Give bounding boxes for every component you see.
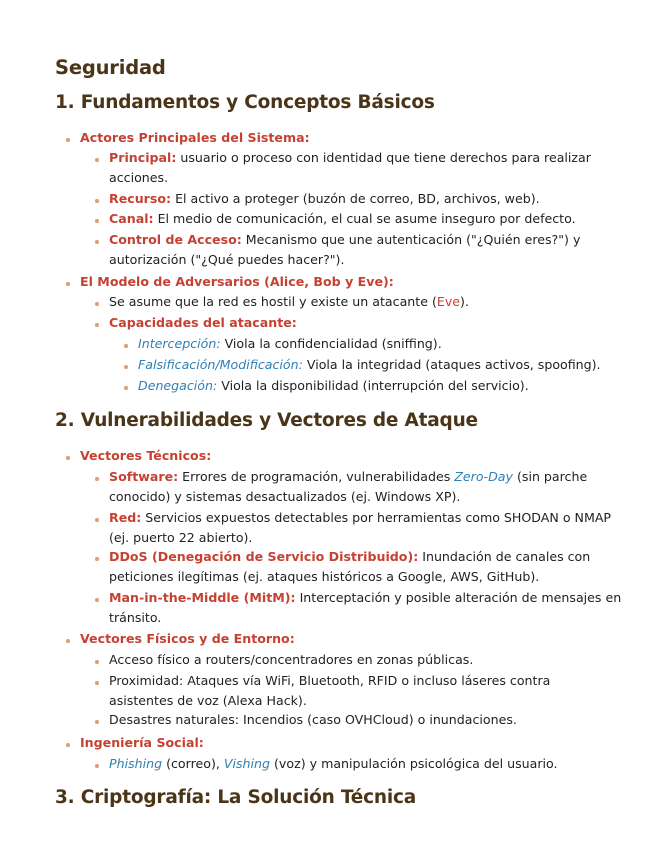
mitm-text-2: tránsito.	[109, 609, 162, 625]
canal-text: El medio de comunicación, el cual se asume inseguro por defecto.	[153, 211, 576, 226]
software-text: Errores de programación, vulnerabilidades	[178, 469, 455, 484]
bullet	[95, 681, 99, 685]
list-item-ingenieria-social: Ingeniería Social:	[80, 735, 204, 750]
bullet	[95, 598, 99, 602]
bullet	[95, 518, 99, 522]
term-canal: Canal:	[109, 211, 154, 226]
term-principal: Principal:	[109, 150, 177, 165]
control-text-2: autorización ("¿Qué puedes hacer?").	[109, 251, 345, 267]
list-item-red-hostil	[109, 292, 639, 312]
falsificacion-text: Viola la integridad (ataques activos, spoofing).	[302, 357, 601, 372]
term-denegacion: Denegación:	[138, 378, 218, 393]
list-item-desastres: Desastres naturales: Incendios (caso OVHCloud) o inundaciones.	[109, 712, 517, 727]
term-ddos: DDoS (Denegación de Servicio Distribuido):	[109, 549, 419, 564]
denegacion-text: Viola la disponibilidad (interrupción del servicio).	[217, 378, 529, 393]
list-item-denegacion	[138, 376, 638, 396]
list-item-recurso	[109, 189, 639, 209]
term-falsificacion: Falsificación/Modificación:	[138, 357, 303, 372]
intercepcion-text: Viola la confidencialidad (sniffing).	[220, 336, 442, 351]
zero-day-term: Zero-Day	[454, 469, 513, 484]
bullet	[95, 323, 99, 327]
term-control-acceso: Control de Acceso:	[109, 232, 242, 247]
bullet	[66, 743, 70, 747]
bullet	[95, 219, 99, 223]
software-text-b: (sin parche	[512, 469, 588, 484]
red-text: Servicios expuestos detectables por herramientas como SHODAN o NMAP	[141, 510, 612, 525]
bullet	[66, 282, 70, 286]
principal-text: usuario o proceso con identidad que tiene derechos para realizar	[176, 150, 591, 165]
vishing-text: (voz) y manipulación psicológica del usuario.	[270, 756, 558, 771]
section-2-heading: 2. Vulnerabilidades y Vectores de Ataque	[55, 410, 478, 431]
ddos-text-2: peticiones ilegítimas (ej. ataques históricos a Google, AWS, GitHub).	[109, 568, 540, 584]
proximidad-text: Proximidad: Ataques vía WiFi, Bluetooth, RFID o incluso láseres contra	[109, 673, 551, 688]
red-text-2: (ej. puerto 22 abierto).	[109, 529, 253, 545]
bullet	[124, 365, 128, 369]
list-item-control-acceso	[109, 230, 639, 269]
term-intercepcion: Intercepción:	[138, 336, 221, 351]
list-item-software	[109, 467, 639, 506]
term-mitm: Man-in-the-Middle (MitM):	[109, 590, 296, 605]
bullet	[95, 199, 99, 203]
control-text: Mecanismo que une autenticación ("¿Quién eres?") y	[241, 232, 581, 247]
hostil-end: ).	[460, 294, 469, 309]
mitm-text: Interceptación y posible alteración de mensajes en	[295, 590, 622, 605]
recurso-text: El activo a proteger (buzón de correo, BD, archivos, web).	[171, 191, 540, 206]
list-item-proximidad	[109, 671, 639, 710]
principal-text-2: acciones.	[109, 169, 169, 185]
list-item-vectores-tecnicos: Vectores Técnicos:	[80, 448, 212, 463]
eve-term: Eve	[436, 294, 461, 309]
ddos-text: Inundación de canales con	[418, 549, 591, 564]
bullet	[95, 158, 99, 162]
phishing-text: (correo),	[162, 756, 224, 771]
list-item-canal	[109, 209, 639, 229]
list-item-falsificacion	[138, 355, 638, 375]
software-text-2: conocido) y sistemas desactualizados (ej. Windows XP).	[109, 488, 461, 504]
list-item-intercepcion	[138, 334, 638, 354]
term-recurso: Recurso:	[109, 191, 172, 206]
bullet	[95, 477, 99, 481]
bullet	[95, 720, 99, 724]
bullet	[95, 240, 99, 244]
list-item-principal	[109, 148, 639, 187]
proximidad-text-2: asistentes de voz (Alexa Hack).	[109, 692, 307, 708]
list-item-phishing	[109, 754, 639, 774]
bullet	[66, 639, 70, 643]
section-3-heading: 3. Criptografía: La Solución Técnica	[55, 787, 417, 808]
bullet	[95, 660, 99, 664]
list-item-red	[109, 508, 639, 547]
hostil-text: Se asume que la red es hostil y existe un atacante (	[109, 294, 437, 309]
list-item-modelo: El Modelo de Adversarios (Alice, Bob y Eve):	[80, 274, 394, 289]
list-item-capacidades: Capacidades del atacante:	[109, 315, 297, 330]
bullet	[124, 344, 128, 348]
list-item-vectores-fisicos: Vectores Físicos y de Entorno:	[80, 631, 295, 646]
bullet	[95, 557, 99, 561]
list-item-actores: Actores Principales del Sistema:	[80, 130, 310, 145]
list-item-ddos	[109, 547, 639, 586]
list-item-acceso-fisico: Acceso físico a routers/concentradores en zonas públicas.	[109, 652, 474, 667]
term-software: Software:	[109, 469, 179, 484]
bullet	[66, 456, 70, 460]
page-title: Seguridad	[55, 56, 166, 79]
bullet	[95, 764, 99, 768]
list-item-mitm	[109, 588, 639, 627]
bullet	[124, 386, 128, 390]
phishing-term: Phishing	[109, 756, 163, 771]
vishing-term: Vishing	[223, 756, 271, 771]
section-1-heading: 1. Fundamentos y Conceptos Básicos	[55, 92, 435, 113]
bullet	[66, 138, 70, 142]
term-red: Red:	[109, 510, 142, 525]
bullet	[95, 302, 99, 306]
